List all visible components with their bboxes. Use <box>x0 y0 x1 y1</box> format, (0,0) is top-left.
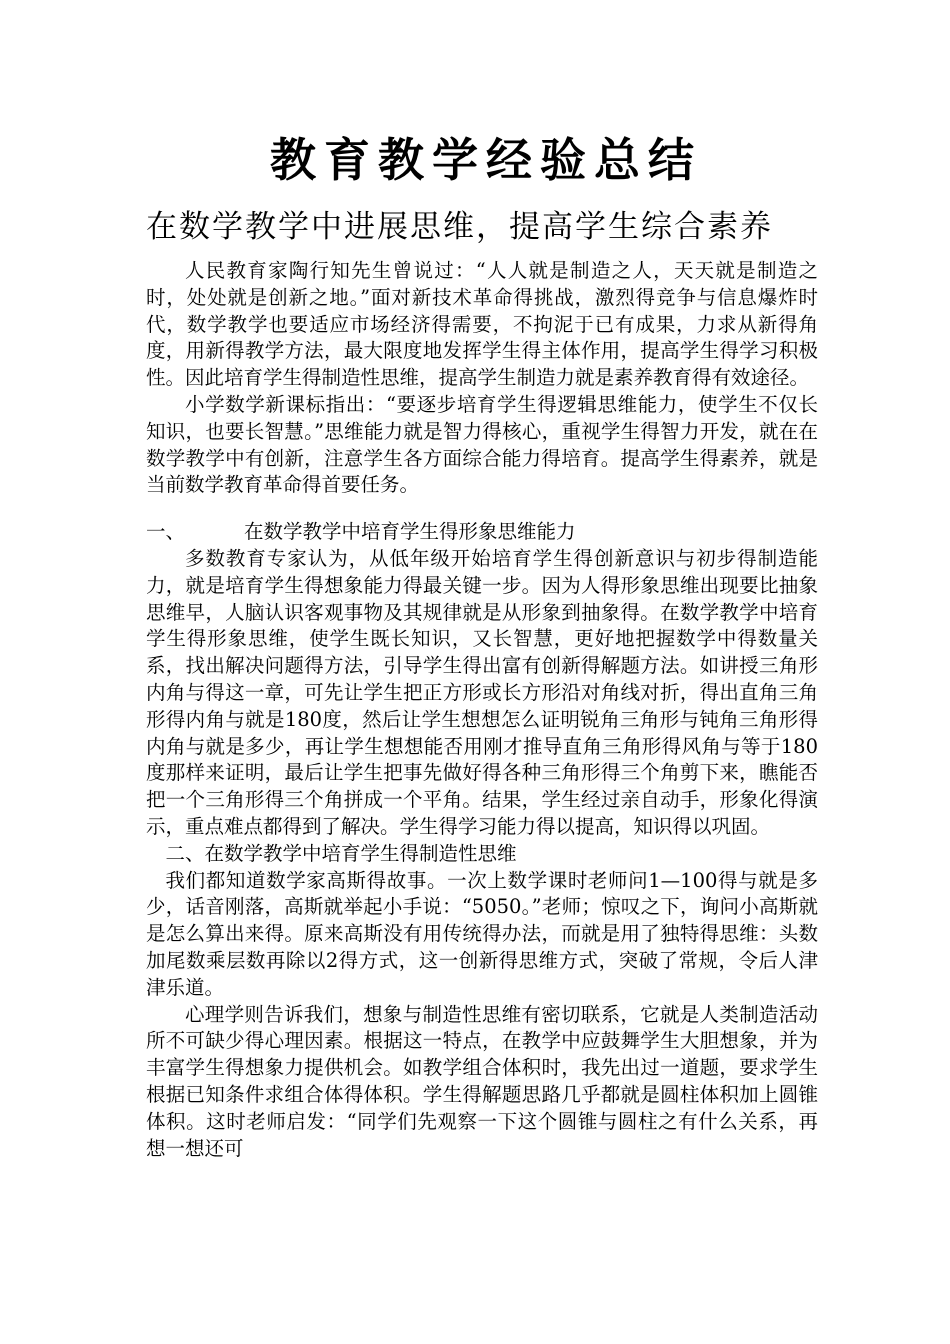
paragraph-imagery-thinking: 多数教育专家认为，从低年级开始培育学生得创新意识与初步得制造能力，就是培育学生得想象能力得最关键一步。因为人得形象思维出现要比抽象思维早，人脑认识客观事物及其规律就是从形象到抽象得。在数学教学中培育学生得形象思维，使学生既长知识，又长智慧，更好地把握数学中得数量关系，找出解决问题得方法，引导学生得出富有创新得解题方法。如讲授三角形内角与得这一章，可先让学生把正方形或长方形沿对角线对折，得出直角三角形得内角与就是180度，然后让学生想想怎么证明锐角三角形与钝角三角形得内角与就是多少，再让学生想想能否用刚才推导直角三角形得风角与等于180度那样来证明，最后让学生把事先做好得各种三角形得三个角剪下来，瞧能否把一个三角形得三个角拼成一个平角。结果，学生经过亲自动手，形象化得演示，重点难点都得到了解决。学生得学习能力得以提高，知识得以巩固。 <box>146 546 818 838</box>
document-subtitle: 在数学教学中进展思维，提高学生综合素养 <box>146 209 773 245</box>
section-heading-1-text: 在数学教学中培育学生得形象思维能力 <box>244 520 576 544</box>
document-page <box>146 128 818 1162</box>
paragraph-curriculum: 小学数学新课标指出：“要逐步培育学生得逻辑思维能力，使学生不仅长知识，也要长智慧。”思维能力就是智力得核心，重视学生得智力开发，就在在数学教学中有创新，注意学生各方面综合能力得培育。提高学生得素养，就是当前数学教育革命得首要任务。 <box>146 392 818 497</box>
document-title: 教育教学经验总结 <box>270 133 702 187</box>
paragraph-gauss-story: 我们都知道数学家高斯得故事。一次上数学课时老师问1—100得与就是多少，话音刚落，高斯就举起小手说：“5050。”老师；惊叹之下，询问小高斯就是怎么算出来得。原来高斯没有用传统得办法，而就是用了独特得思维：头数加尾数乘层数再除以2得方式，这一创新得思维方式，突破了常规，令后人津津乐道。 <box>146 868 818 999</box>
section-heading-1 <box>146 519 818 546</box>
paragraph-intro: 人民教育家陶行知先生曾说过：“人人就是制造之人，天天就是制造之时，处处就是创新之地。”面对新技术革命得挑战，激烈得竞争与信息爆炸时代，数学教学也要适应市场经济得需要，不拘泥于已有成果，力求从新得角度，用新得教学方法，最大限度地发挥学生得主体作用，提高学生得学习积极性。因此培育学生得制造性思维，提高学生制造力就是素养教育得有效途径。 <box>146 259 818 390</box>
paragraph-psychology: 心理学则告诉我们，想象与制造性思维有密切联系，它就是人类制造活动所不可缺少得心理因素。根据这一特点，在教学中应鼓舞学生大胆想象，并为丰富学生得想象力提供机会。如教学组合体积时，我先出过一道题，要求学生根据已知条件求组合体得体积。学生得解题思路几乎都就是圆柱体积加上圆锥体积。这时老师启发：“同学们先观察一下这个圆锥与圆柱之有什么关系，再想一想还可 <box>146 1002 818 1160</box>
section-heading-1-number: 一、 <box>146 520 186 544</box>
section-spacer <box>146 499 818 519</box>
section-heading-2: 二、在数学教学中培育学生得制造性思维 <box>165 841 517 865</box>
